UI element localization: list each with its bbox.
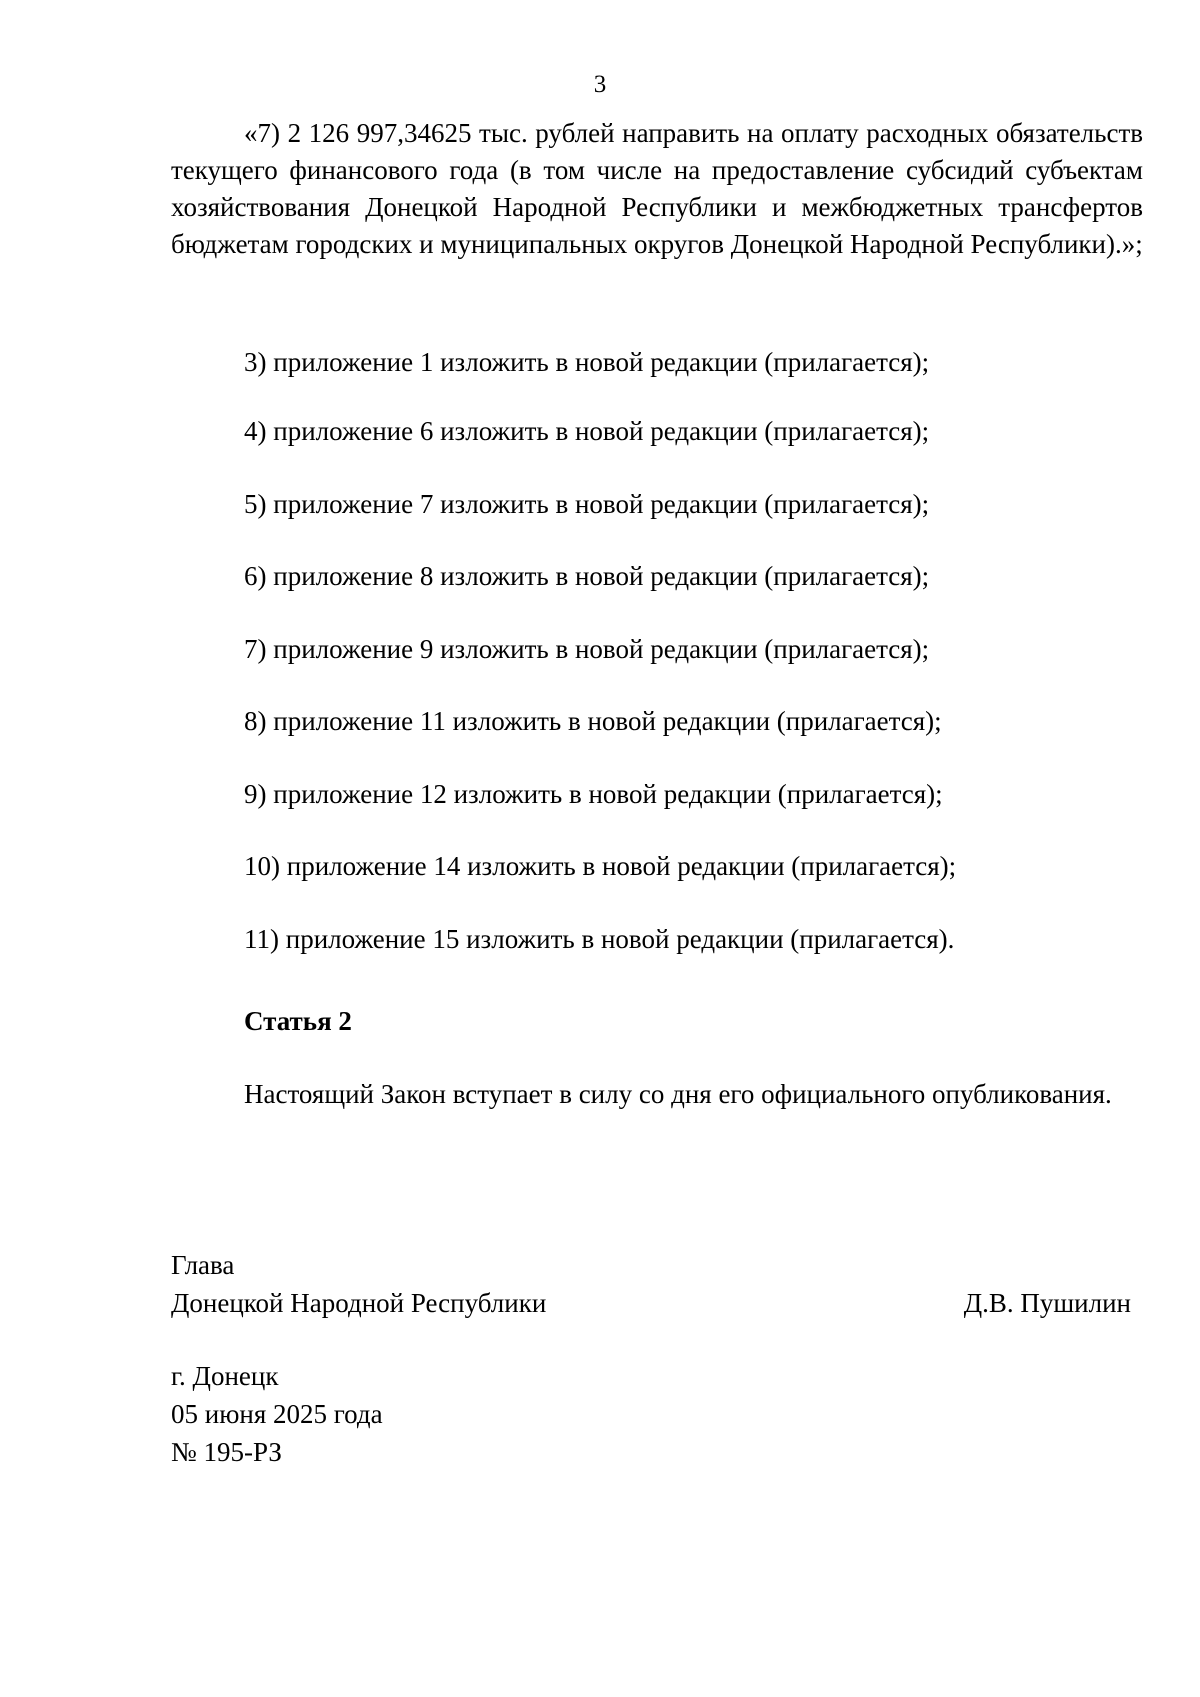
issue-details <box>171 1357 383 1471</box>
page-number: 3 <box>593 71 607 98</box>
amendment-item-6: 6) приложение 8 изложить в новой редакции (прилагается); <box>244 561 930 591</box>
law-number: № 195-РЗ <box>171 1437 282 1467</box>
signatory-office: Донецкой Народной Республики <box>171 1288 547 1318</box>
intro-paragraph: «7) 2 126 997,34625 тыс. рублей направить на оплату расходных обязательств текущего финансового года (в том числе на предоставление субсидий субъектам хозяйствования Донецкой Народной Республики и межбюджетных трансфертов бюджетам городских и муниципальных округов Донецкой Народной Республики).»; <box>171 118 1143 259</box>
amendment-item-5: 5) приложение 7 изложить в новой редакции (прилагается); <box>244 489 930 519</box>
amendment-item-7: 7) приложение 9 изложить в новой редакции (прилагается); <box>244 634 930 664</box>
signatory-title: Глава <box>171 1250 235 1280</box>
amendment-item-9: 9) приложение 12 изложить в новой редакции (прилагается); <box>244 779 943 809</box>
article-heading: Статья 2 <box>244 1006 352 1036</box>
amendment-item-10: 10) приложение 14 изложить в новой редакции (прилагается); <box>244 851 957 881</box>
amendment-item-3: 3) приложение 1 изложить в новой редакции (прилагается); <box>244 347 930 377</box>
signature-row <box>171 1284 1131 1322</box>
article-text: Настоящий Закон вступает в силу со дня его официального опубликования. <box>244 1079 1112 1109</box>
issue-place: г. Донецк <box>171 1361 279 1391</box>
amendment-item-11: 11) приложение 15 изложить в новой редакции (прилагается). <box>244 924 955 954</box>
amendment-item-4: 4) приложение 6 изложить в новой редакции (прилагается); <box>244 416 930 446</box>
signatory-name: Д.В. Пушилин <box>963 1288 1131 1318</box>
signature-block <box>171 1246 1131 1322</box>
amendment-item-8: 8) приложение 11 изложить в новой редакции (прилагается); <box>244 706 942 736</box>
issue-date: 05 июня 2025 года <box>171 1399 383 1429</box>
